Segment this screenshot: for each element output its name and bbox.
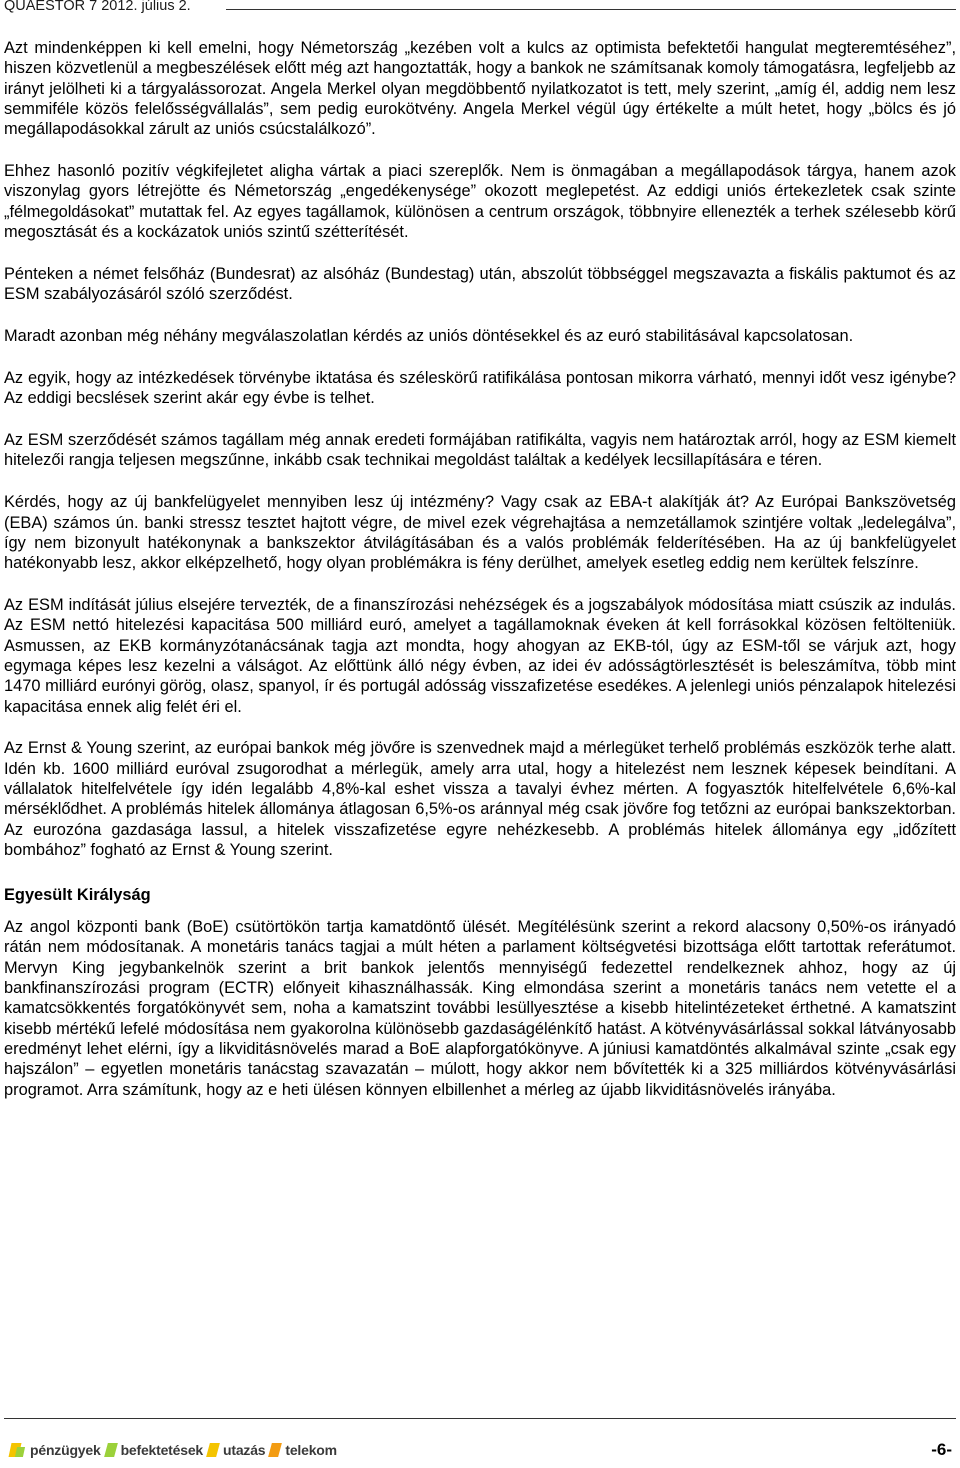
brand-item: telekom — [285, 1442, 337, 1458]
brand-separator-icon — [104, 1443, 118, 1457]
paragraph: Az egyik, hogy az intézkedések törvénybe iktatása és széleskörű ratifikálása pontosan mikorra várható, mennyi időt vesz igénybe? Az eddigi becslések szerint akár egy évbe is telhet. — [4, 368, 956, 408]
paragraph: Az angol központi bank (BoE) csütörtökön tartja kamatdöntő ülését. Megítélésünk szerint a rekord alacsony 0,50%-os irányadó rátán nem módosítanak. A monetáris tanács tagjai a múlt héten a parlament költségvetési bizottsága előtt tartottak referátumot. Mervyn King jegybankelnök szerint a brit bankok jelentős mennyiségű fedezettel rendelkeznek ahhoz, hogy az új bankfinanszírozási program (ECTR) előnyeit kihasználhassák. King elmondása szerint a monetáris tanács nem vetette el a kamatcsökkentés forgatókönyvét sem, noha a kamatszint további lesüllyesztése a kisebb hitelintézeteket érthetné. A kamatszint kisebb mértékű lefelé módosítása nem gyakorolna különösebb gazdaságélénkítő hatást. A kötvényvásárlással sokkal látványosabb eredményt lehet elérni, így a likviditásnövelés marad a BoE alapforgatókönyve. A júniusi kamatdöntés alkalmával szinte „csak egy hajszálon” – egyetlen monetáris tanácstag szavazatán – múlott, hogy akkor nem bővítették ki a 325 milliárdos kötvényvásárlási programot. Arra számítunk, hogy az e heti ülésen könnyen elbillenhet a mérleg az újabb likviditásnövelés irányába. — [4, 918, 956, 1099]
footer-divider — [4, 1418, 956, 1419]
paragraph: Ehhez hasonló pozitív végkifejletet aligha vártak a piaci szereplők. Nem is önmagában a megállapodások tárgya, hanem azok viszonylag gyors létrejötte és Németország „engedékenysége” okozott meglepetést. Az eddigi uniós értekezletek csak szinte „félmegoldásokat” mutattak fel. Az egyes tagállamok, különösen a centrum országok, többnyire ellenezték a terhek szélesebb körű megosztását és a kockázatok uniós szintű szétterítését. — [4, 162, 956, 241]
brand-item: utazás — [223, 1442, 266, 1458]
page-footer — [0, 1418, 960, 1468]
paragraph: Pénteken a német felsőház (Bundesrat) az alsóház (Bundestag) után, abszolút többséggel megszavazta a fiskális paktumot és az ESM szabályozásáról szóló szerződést. — [4, 264, 956, 304]
paragraph: Maradt azonban még néhány megválaszolatlan kérdés az uniós döntésekkel és az euró stabilitásával kapcsolatosan. — [4, 327, 854, 346]
page-number: -6- — [931, 1440, 952, 1459]
footer-brand-logo — [10, 1438, 337, 1462]
header-title: QUAESTOR 7 2012. július 2. — [4, 0, 191, 14]
paragraph: Az ESM szerződését számos tagállam még annak eredeti formájában ratifikálta, vagyis nem határoztak arról, hogy az ESM kiemelt hitelezői rangja teljesen megszűnne, inkább csak technikai megoldást találtak a kedélyek lecsillapítására e téren. — [4, 431, 956, 470]
section-heading: Egyesült Királyság — [4, 885, 151, 904]
brand-item: pénzügyek — [30, 1442, 101, 1458]
page-header — [4, 0, 956, 16]
paragraph: Az Ernst & Young szerint, az európai bankok még jövőre is szenvednek majd a mérlegüket terhelő problémás eszközök terhe alatt. Idén kb. 1600 milliárd euróval zsugorodhat a mérlegük, amely arra utal, hogy a hitelezést nem lesznek képesek beindítani. A vállalatok hitelfelvétele így idén legalább 4,8%-kal eshet vissza a tavalyi évhez mérten. A fogyasztók hitelfelvétele 6,6%-kal mérséklődhet. A problémás hitelek állománya átlagosan 6,5%-os aránnyal még csak jövőre fog tetőzni az európai bankszektorban. Az eurozóna gazdasága lassul, a hitelek visszafizetése egyre nehézkesebb. A problémás hitelek állománya egy „időzített bombához” fogható az Ernst & Young szerint. — [4, 739, 956, 859]
paragraph: Az ESM indítását július elsejére tervezték, de a finanszírozási nehézségek és a jogszabályok módosítása miatt csúszik az indulás. Az ESM nettó hitelezési kapacitása 500 milliárd euró, amelyet a tagállamoknak éveken át kell forrásokkal közösen feltölteniük. Asmussen, az EKB kormányzótanácsának tagja azt mondta, hogy ahogyan az EKB-tól, úgy az ESM-től se várjuk azt, hogy egymaga képes lesz kezelni a válságot. Az előttünk álló négy évben, az idei év adósságtörlesztését is beleszámítva, több mint 1470 milliárd eurónyi görög, olasz, spanyol, ír és portugál adósság visszafizetése esedékes. A jelenlegi uniós pénzalapok hitelezési kapacitása ennek alig felét éri el. — [4, 596, 956, 716]
brand-item: befektetések — [120, 1442, 203, 1458]
paragraph: Azt mindenképpen ki kell emelni, hogy Németország „kezében volt a kulcs az optimista befektetői hangulat megteremtéséhez”, hiszen közvetlenül a megbeszélések előtt még azt hangoztatták, hogy a bankok ne számítsanak komoly támogatásra, legfeljebb az irányt jelölheti ki a tárgyalássorozat. Angela Merkel olyan megdöbbentő nyilatkozatot is tett, mely szerint, „amíg él, addig nem lesz semmiféle közös felelősségvállalás”, sem pedig eurokötvény. Angela Merkel végül úgy értékelte a múlt hetet, hogy „bölcs és jó megállapodásokkal zárult az uniós csúcstalálkozó”. — [4, 39, 956, 139]
paragraph: Kérdés, hogy az új bankfelügyelet mennyiben lesz új intézmény? Vagy csak az EBA-t alakítják át? Az Európai Bankszövetség (EBA) számos ún. banki stressz tesztet hajtott végre, de mivel ezek végrehajtása a nemzetállamok szintjére voltak „ledelegálva”, így nem bizonyult hatékonynak a bankszektor átvilágításában és a valós problémák felderítésében. Ha az új bankfelügyelet hatékonyabb lesz, akkor elképzelhető, hogy olyan problémákra is fény derülhet, amelyek esetleg eddig nem kerültek felszínre. — [4, 493, 956, 573]
brand-separator-icon — [268, 1443, 282, 1457]
brand-separator-icon — [206, 1443, 220, 1457]
header-divider — [226, 9, 956, 10]
document-body — [4, 38, 956, 1121]
brand-mark-icon — [10, 1441, 26, 1459]
